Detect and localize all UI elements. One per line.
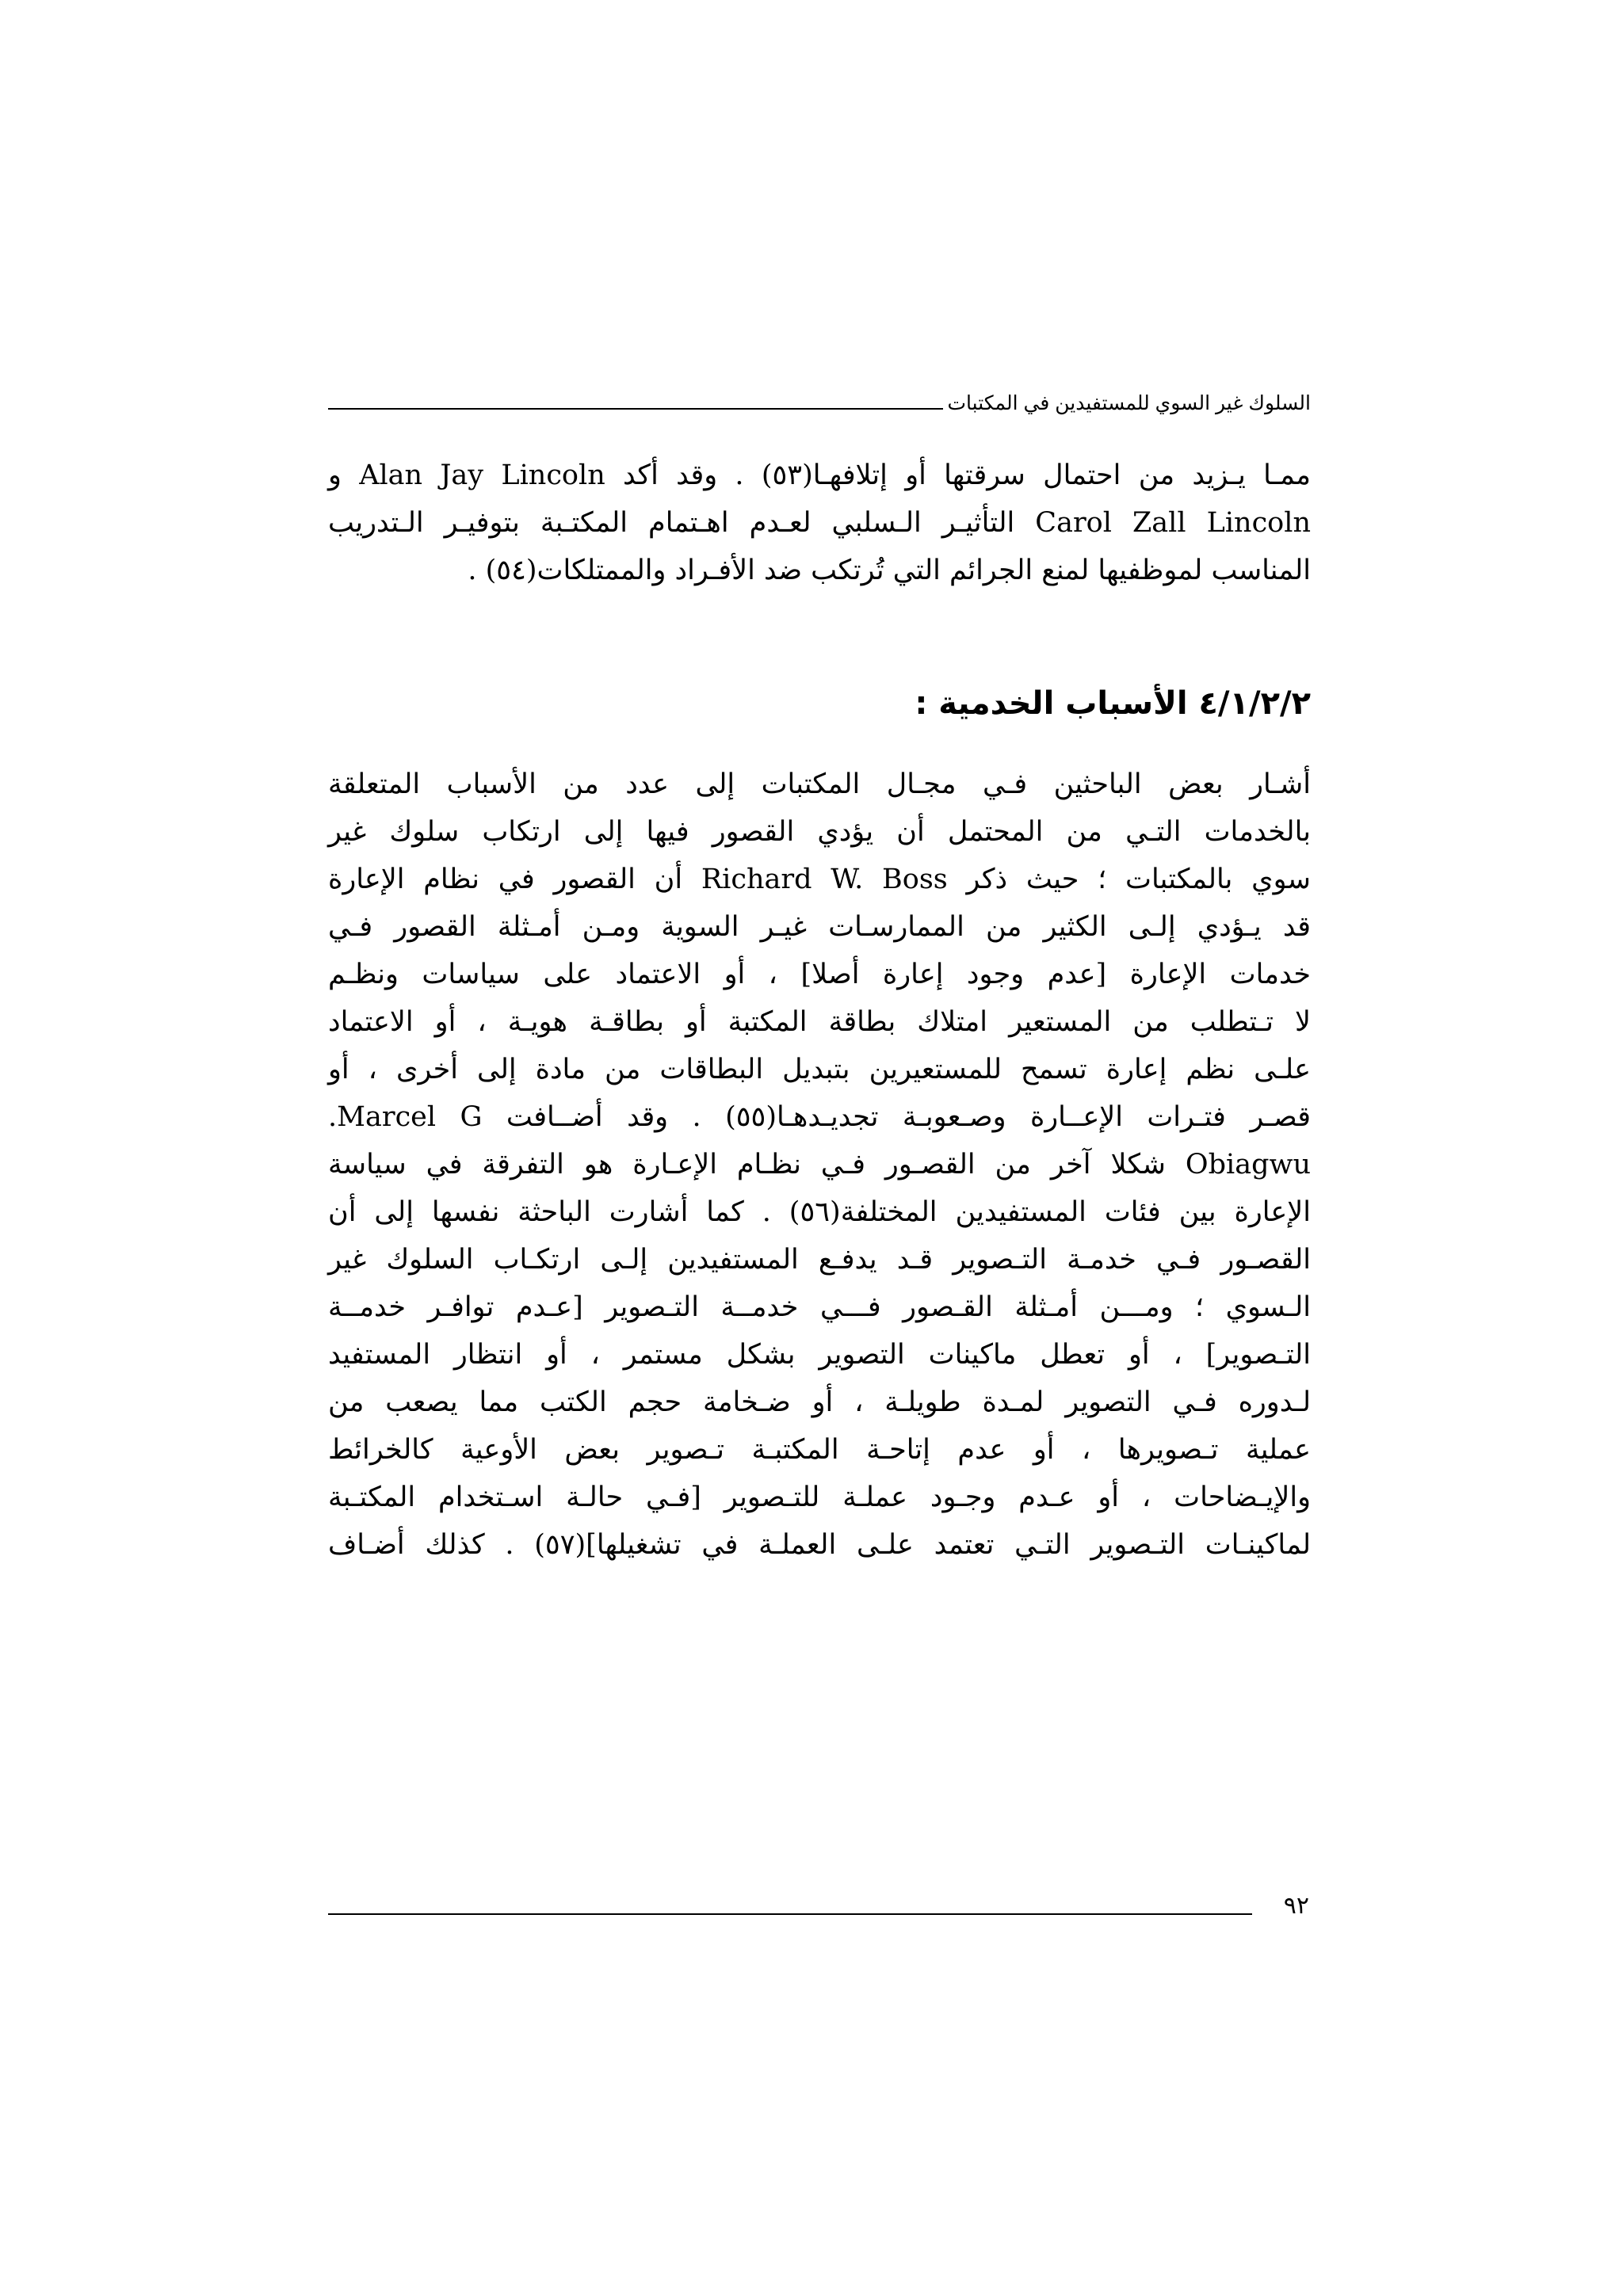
paragraph-line: قد يـؤدي إلـى الكثير من الممارسـات غيـر السوية ومـن أمـثلة القصور فـي (328, 911, 1311, 943)
paragraph-line: لماكينـات التـصوير التـي تعتمد علـى العملـة في تشغيلها](٥٧) . كذلك أضـاف (328, 1529, 1311, 1561)
footer-rule (328, 1913, 1252, 1915)
paragraph-line: القصـور فـي خدمـة التـصوير قـد يدفـع المستفيدين إلـى ارتكـاب السلوك غير (328, 1244, 1311, 1276)
paragraph-line: الإعارة بين فئات المستفيدين المختلفة(٥٦) . كما أشارت الباحثة نفسها إلى أن (328, 1196, 1311, 1228)
paragraph-line: Carol Zall Lincoln التأثيـر الـسلبي لعـدم اهـتمام المكتـبة بتوفيـر الـتدريب (328, 507, 1311, 539)
paragraph-line: بالخدمات التـي من المحتمل أن يؤدي القصور فيها إلى ارتكاب سلوك غير (328, 816, 1311, 848)
page-number: ٩٢ (1283, 1891, 1309, 1920)
paragraph-line: عملية تـصويرها ، أو عدم إتاحـة المكتبـة تـصوير بعض الأوعية كالخرائط (328, 1434, 1311, 1466)
paragraph-line: المناسب لموظفيها لمنع الجرائم التي تُرتكب ضد الأفـراد والممتلكات(٥٤) . (468, 555, 1311, 586)
paragraph-1 (328, 452, 1311, 594)
running-header (328, 372, 1311, 412)
paragraph-line: قصـر فتـرات الإعــارة وصـعوبـة تجديـدهـا(٥٥) . وقد أضــافت Marcel G. (328, 1101, 1311, 1133)
section-heading: ٤/١/٢/٢ الأسباب الخدمية : (915, 685, 1311, 722)
paragraph-line: خدمات الإعارة [عدم وجود إعارة أصلا] ، أو الاعتماد على سياسات ونظـم (328, 959, 1311, 990)
paragraph-2 (328, 761, 1311, 1569)
paragraph-line: والإيـضاحات ، أو عـدم وجـود عملـة للتـصوير [فـي حالـة اسـتخدام المكتـبة (328, 1482, 1311, 1513)
paragraph-line: التـصوير] ، أو تعطل ماكينات التصوير بشكل مستمر ، أو انتظار المستفيد (328, 1339, 1311, 1371)
paragraph-line: لـدوره فـي التصوير لمـدة طويلـة ، أو ضـخامة حجم الكتب مما يصعب من (328, 1386, 1311, 1418)
paragraph-line: الـسوي ؛ ومـــن أمـثلة القـصور فـــي خدمــة التـصوير [عـدم توافـر خدمــة (328, 1291, 1311, 1323)
paragraph-line: لا تـتطلب من المستعير امتلاك بطاقة المكتبة أو بطاقـة هويـة ، أو الاعتماد (328, 1006, 1311, 1038)
paragraph-line: سوي بالمكتبات ؛ حيث ذكر Richard W. Boss أن القصور في نظام الإعارة (328, 864, 1311, 895)
page-footer (328, 1886, 1311, 1925)
running-header-title: السلوك غير السوي للمستفيدين في المكتبات (947, 392, 1311, 414)
paragraph-line: ممـا يـزيد من احتمال سرقتها أو إتلافهـا(٥٣) . وقد أكد Alan Jay Lincoln و (328, 460, 1312, 491)
paragraph-line: أشـار بعض الباحثين فـي مجـال المكتبات إلى عدد من الأسباب المتعلقة (328, 769, 1311, 800)
paragraph-line: Obiagwu شكلا آخر من القصـور فـي نظـام الإعـارة هو التفرقة في سياسة (328, 1149, 1311, 1180)
header-rule (328, 408, 943, 410)
paragraph-line: علـى نظم إعارة تسمح للمستعيرين بتبديل البطاقات من مادة إلى أخرى ، أو (328, 1054, 1311, 1085)
